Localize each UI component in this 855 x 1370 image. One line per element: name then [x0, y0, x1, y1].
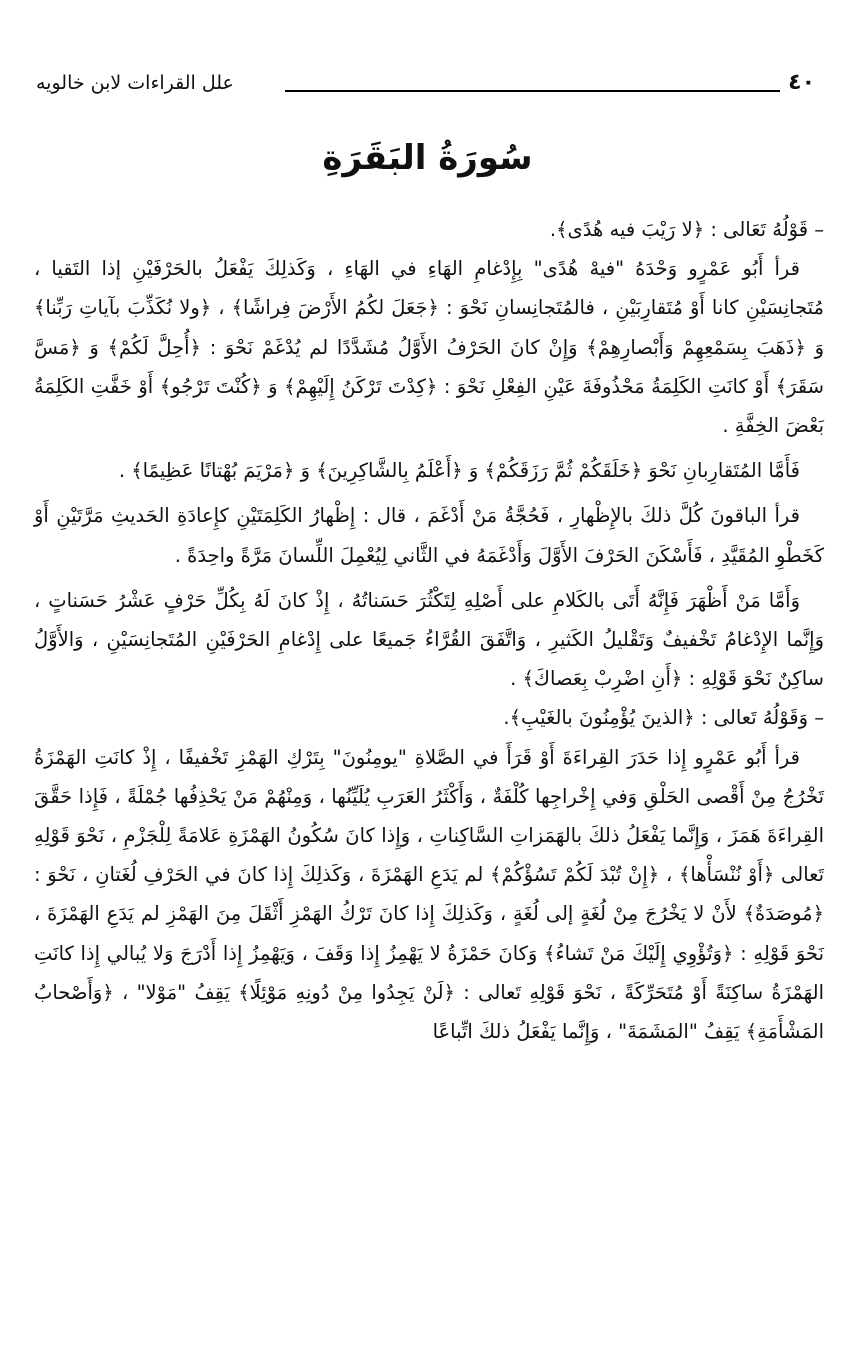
paragraph: فَأَمَّا المُتَقارِبانِ نَحْوَ ﴿خَلَقَكُمْ ثُمَّ رَزَقَكُمْ﴾ وَ ﴿أَعْلَمُ بِالشَّاكِرِينَ﴾ وَ ﴿مَرْيَمَ بُهْتانًا عَظِيمًا﴾ . — [118, 459, 800, 483]
page-header — [30, 70, 825, 106]
page-number: ٤٠ — [788, 70, 815, 95]
running-title: علل القراءات لابن خالويه — [36, 72, 234, 94]
body-text — [34, 210, 824, 1051]
verse-heading: – قَوْلُهُ تَعَالى : ﴿لا رَيْبَ فيه هُدًى﴾. — [549, 218, 824, 241]
paragraph: قرأ الباقونَ كُلَّ ذلكَ بالإِظْهارِ ، فَحُجَّةُ مَنْ أَدْغَمَ ، قال : إِظْهارُ الكَلِمَتَيْنِ كإِعادَةِ الحَديثِ مَرَّتَيْنِ أَوْ كَخَطْوِ المُقَيَّدِ ، فَأَسْكَنَ الحَرْفَ الأَوَّلَ وَأَدْغَمَهُ في الثَّاني لِيُعْمِلَ اللِّسانَ مَرَّةً واحِدَةً . — [34, 504, 824, 567]
verse-heading: – وَقَوْلُهُ تَعالى : ﴿الذينَ يُؤْمِنُونَ بالغَيْبِ﴾. — [503, 706, 824, 730]
surah-title: سُورَةُ البَقَرَةِ — [322, 138, 533, 178]
paragraph: قرأ أَبُو عَمْرٍو إِذا حَدَرَ القِراءَةَ أَوْ قَرَأَ في الصَّلاةِ "يومِنُونَ" بِتَرْكِ الهَمْزِ تَخْفيفًا ، إِذْ كانَتِ الهَمْزَةُ تَخْرُجُ مِنْ أَقْصى الحَلْقِ وَفي إِخْراجِها كُلْفَةٌ ، وَأَكْثَرُ العَرَبِ يُلَيِّنُها ، وَمِنْهُمْ مَنْ يَحْذِفُها جُمْلَةً ، فَإِذا حَقَّقَ القِراءَةَ هَمَزَ ، وَإِنَّما يَفْعَلُ ذلكَ بالهَمَزاتِ السَّاكِناتِ ، وَإِذا كانَ سُكُونُ الهَمْزَةِ عَلامَةً لِلْجَزْمِ ، نَحْوَ قَوْلِهِ تَعالى ﴿أَوْ نُنْسَأْها﴾ ، ﴿إِنْ تُبْدَ لَكُمْ تَسُؤْكُمْ﴾ لم يَدَعِ الهَمْزَةَ ، وَكَذلِكَ إِذا كانَ في الحَرْفِ لُغَتانِ ، نَحْوَ : ﴿مُوصَدَةٌ﴾ لأَنْ لا يَخْرُجَ مِنْ لُغَةٍ إلى لُغَةٍ ، وَكَذلِكَ إِذا كانَ تَرْكُ الهَمْزِ أَثْقَلَ مِنَ الهَمْزِ لم يَدَعِ الهَمْزَةَ ، نَحْوَ قَوْلِهِ : ﴿وَتُؤْوِي إِلَيْكَ مَنْ تَشاءُ﴾ وَكانَ حَمْزَةُ لا يَهْمِزُ إِذا وَقَفَ ، وَيَهْمِزُ إِذا أَدْرَجَ وَلا يُبالي إِذا كانَتِ الهَمْزَةُ ساكِنَةً أَوْ مُتَحَرِّكَةً ، نَحْوَ قَوْلِهِ تَعالى : ﴿لَنْ يَجِدُوا مِنْ دُونِهِ مَوْئِلًا﴾ يَقِفُ "مَوْلا" ، ﴿وَأَصْحابُ المَشْأَمَةِ﴾ يَقِفُ "المَشَمَةَ" ، وَإِنَّما يَفْعَلُ ذلكَ اتِّباعًا — [34, 745, 824, 1044]
header-rule — [285, 90, 780, 92]
paragraph: وَأَمَّا مَنْ أَظْهَرَ فَإِنَّهُ أَتَى بالكَلامِ على أَصْلِهِ لِتَكْثُرَ حَسَناتُهُ ، إِذْ كانَ لَهُ بِكُلِّ حَرْفٍ عَشْرُ حَسَناتٍ ، وَإِنَّما الإِدْغامُ تَخْفيفٌ وَتَقْليلُ الكَثيرِ ، وَاتَّفَقَ القُرَّاءُ جَميعًا على إِدْغامِ الحَرْفَيْنِ المُتَجانِسَيْنِ ، وَالأَوَّلُ ساكِنٌ نَحْوَ قَوْلِهِ : ﴿أَنِ اضْرِبْ بِعَصاكَ﴾ . — [34, 588, 824, 691]
paragraph: قرأ أَبُو عَمْرٍو وَحْدَهُ "فيهْ هُدًى" بِإِدْغامِ الهَاءِ في الهَاءِ ، وَكَذلِكَ يَفْعَلُ بالحَرْفَيْنِ إذا التَقيا ، مُتَجانِسَيْنِ كانا أَوْ مُتَقارِبَيْنِ ، فالمُتَجانِسانِ نَحْوَ : ﴿جَعَلَ لكُمُ الأَرْضَ فِراشًا﴾ ، ﴿ولا نُكَذِّبَ بآياتِ رَبِّنا﴾ وَ ﴿ذَهَبَ بِسَمْعِهِمْ وَأَبْصارِهِمْ﴾ وَإِنْ كانَ الحَرْفُ الأَوَّلُ مُشَدَّدًا لم يُدْغَمْ نَحْوَ : ﴿أُحِلَّ لَكُمْ﴾ وَ ﴿مَسَّ سَقَرَ﴾ أَوْ كانَتِ الكَلِمَةُ مَحْذُوفَةَ عَيْنِ الفِعْلِ نَحْوَ : ﴿كِدْتَ تَرْكَنُ إِلَيْهِمْ﴾ وَ ﴿كُنْتَ تَرْجُو﴾ أَوْ خَفَّتِ الكَلِمَةُ بَعْضَ الخِفَّةِ . — [34, 257, 824, 438]
